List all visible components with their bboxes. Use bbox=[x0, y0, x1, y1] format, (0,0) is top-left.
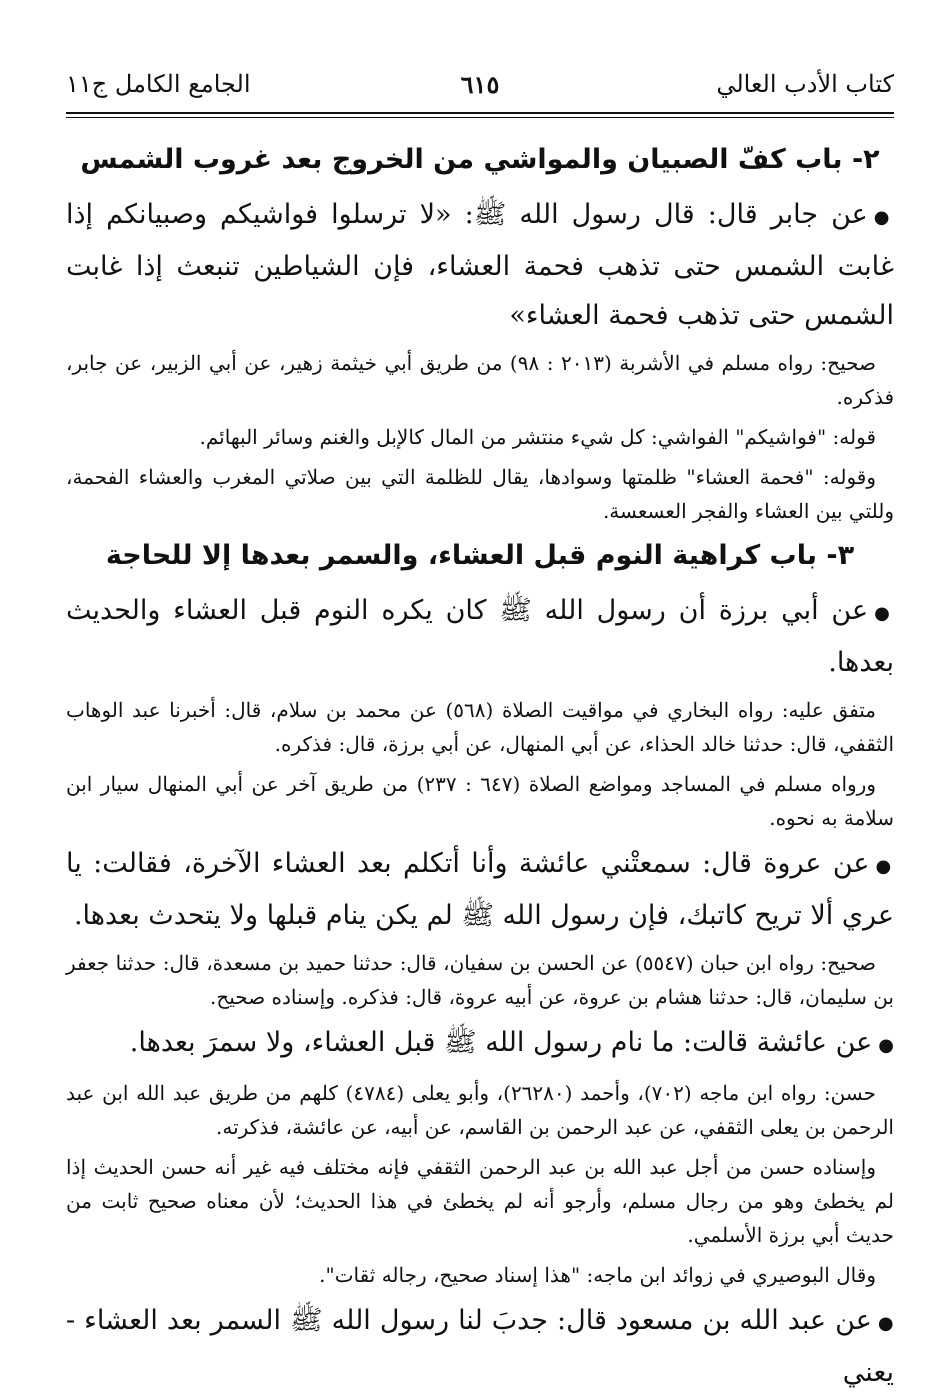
volume-title: الجامع الكامل ج١١ bbox=[66, 70, 251, 98]
commentary-paragraph: وقال البوصيري في زوائد ابن ماجه: "هذا إسناد صحيح، رجاله ثقات". bbox=[319, 1263, 876, 1287]
bullet-icon: ● bbox=[875, 856, 894, 877]
commentary-paragraph: وقوله: "فحمة العشاء" ظلمتها وسوادها، يقال للظلمة التي بين صلاتي المغرب والعشاء الفحمة، وللتي بين العشاء والفجر العسعسة. bbox=[66, 465, 894, 523]
header-rule bbox=[66, 112, 894, 114]
hadith-text bbox=[66, 839, 894, 940]
chapter-heading-3: ٣- باب كراهية النوم قبل العشاء، والسمر بعدها إلا للحاجة bbox=[105, 540, 855, 571]
bullet-icon: ● bbox=[877, 1313, 894, 1334]
hadith-content: عن عروة قال: سمعتْني عائشة وأنا أتكلم بعد العشاء الآخرة، فقالت: يا عري ألا تريح كاتبك، فإن رسول الله ﷺ لم يكن ينام قبلها ولا يتحدث بعدها. bbox=[66, 848, 894, 931]
running-header bbox=[66, 64, 894, 104]
commentary-paragraph: ورواه مسلم في المساجد ومواضع الصلاة (٦٤٧ : ٢٣٧) من طريق آخر عن أبي المنهال سيار ابن سلامة به نحوه. bbox=[66, 772, 894, 830]
page-number: ٦١٥ bbox=[460, 70, 500, 99]
commentary-paragraph: صحيح: رواه مسلم في الأشربة (٢٠١٣ : ٩٨) من طريق أبي خيثمة زهير، عن أبي الزبير، عن جابر، فذكره. bbox=[66, 351, 894, 409]
hadith-text bbox=[66, 1296, 894, 1397]
bullet-icon: ● bbox=[874, 603, 894, 624]
hadith-content: عن عبد الله بن مسعود قال: جدبَ لنا رسول الله ﷺ السمر بعد العشاء - يعني bbox=[66, 1305, 894, 1388]
commentary-paragraph: متفق عليه: رواه البخاري في مواقيت الصلاة (٥٦٨) عن محمد بن سلام، قال: أخبرنا عبد الوهاب الثقفي، قال: حدثنا خالد الحذاء، عن أبي المنهال، عن أبي برزة، قال: فذكره. bbox=[66, 698, 894, 756]
page-body bbox=[66, 136, 894, 1397]
commentary-paragraph: حسن: رواه ابن ماجه (٧٠٢)، وأحمد (٢٦٢٨٠)، وأبو يعلى (٤٧٨٤) كلهم من طريق عبد الله ابن عبد الرحمن بن يعلى الثقفي، عن عبد الرحمن بن القاسم، عن أبيه، عن عائشة، فذكرته. bbox=[66, 1081, 894, 1139]
header-rule-thin bbox=[66, 117, 894, 118]
commentary-paragraph: وإسناده حسن من أجل عبد الله بن عبد الرحمن الثقفي فإنه مختلف فيه غير أنه حسن الحديث إذا لم يخطئ وهو من رجال مسلم، وأرجو أنه لم يخطئ في هذا الحديث؛ لأن معناه صحيح ثابت من حديث أبي برزة الأسلمي. bbox=[66, 1155, 894, 1247]
hadith-text bbox=[66, 1018, 894, 1070]
hadith-content: عن عائشة قالت: ما نام رسول الله ﷺ قبل العشاء، ولا سمرَ بعدها. bbox=[129, 1027, 873, 1058]
bullet-icon: ● bbox=[873, 207, 894, 228]
commentary-paragraph: قوله: "فواشيكم" الفواشي: كل شيء منتشر من المال كالإبل والغنم وسائر البهائم. bbox=[199, 425, 876, 449]
commentary-paragraph: صحيح: رواه ابن حبان (٥٥٤٧) عن الحسن بن سفيان، قال: حدثنا حميد بن مسعدة، قال: حدثنا جعفر بن سليمان، قال: حدثنا هشام بن عروة، عن أبيه عروة، قال: فذكره. وإسناده صحيح. bbox=[66, 951, 894, 1009]
hadith-content: عن أبي برزة أن رسول الله ﷺ كان يكره النوم قبل العشاء والحديث بعدها. bbox=[66, 595, 894, 678]
hadith-text bbox=[66, 586, 894, 687]
hadith-content: عن جابر قال: قال رسول الله ﷺ: «لا ترسلوا فواشيكم وصبيانكم إذا غابت الشمس حتى تذهب فحمة العشاء، فإن الشياطين تنبعث إذا غابت الشمس حتى تذهب فحمة العشاء» bbox=[66, 199, 894, 331]
chapter-heading-2: ٢- باب كفّ الصبيان والمواشي من الخروج بعد غروب الشمس bbox=[80, 144, 880, 175]
book-title: كتاب الأدب العالي bbox=[716, 70, 894, 98]
bullet-icon: ● bbox=[878, 1035, 894, 1056]
hadith-text bbox=[66, 190, 894, 340]
